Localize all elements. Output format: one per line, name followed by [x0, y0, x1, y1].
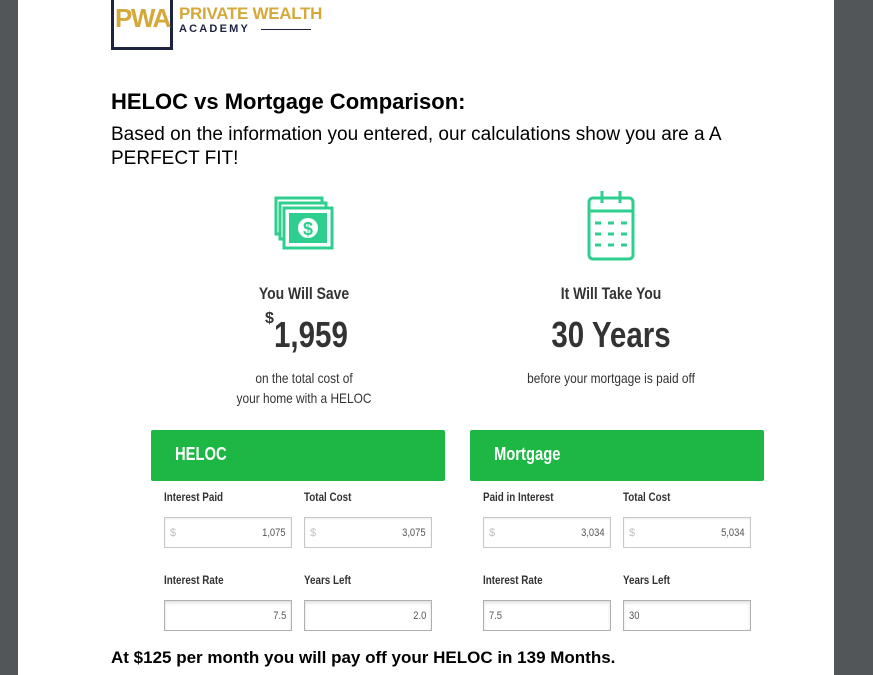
heloc-interest-paid-value: 1,075 — [262, 527, 286, 539]
logo-mark: PWA — [115, 3, 170, 33]
heloc-total-cost-label: Total Cost — [304, 490, 352, 504]
savings-note-line2: your home with a HELOC — [236, 390, 372, 406]
duration-label: It Will Take You — [560, 284, 662, 303]
currency-symbol: $ — [310, 527, 317, 539]
heloc-total-cost-field[interactable] — [304, 517, 432, 548]
page-title: HELOC vs Mortgage Comparison: — [111, 89, 466, 114]
heloc-total-cost-value: 3,075 — [402, 527, 426, 539]
currency-symbol: $ — [170, 527, 177, 539]
savings-note-line1: on the total cost of — [255, 370, 353, 386]
calendar-icon — [586, 190, 636, 262]
mortgage-interest-paid-label: Paid in Interest — [483, 490, 554, 504]
savings-label: You Will Save — [258, 284, 350, 303]
duration-amount: 30 Years — [551, 314, 671, 355]
mortgage-years-left-field[interactable] — [623, 600, 751, 631]
mortgage-interest-rate-label: Interest Rate — [483, 573, 543, 587]
mortgage-interest-rate-field[interactable] — [483, 600, 611, 631]
mortgage-total-cost-value: 5,034 — [721, 527, 745, 539]
heloc-title: HELOC — [175, 444, 227, 464]
document-page — [18, 0, 834, 675]
money-stack-icon — [274, 196, 336, 254]
mortgage-interest-paid-field[interactable] — [483, 517, 611, 548]
heloc-banner — [151, 430, 445, 481]
mortgage-years-left-label: Years Left — [623, 573, 671, 587]
mortgage-banner — [470, 430, 764, 481]
result-description: Based on the information you entered, our calculations show you are a A PERFECT FIT! — [111, 124, 721, 169]
logo-title: PRIVATE WEALTH — [179, 4, 323, 23]
payoff-summary: At $125 per month you will pay off your HELOC in 139 Months. — [111, 648, 616, 667]
heloc-interest-rate-value: 7.5 — [272, 610, 286, 622]
duration-note: before your mortgage is paid off — [527, 370, 695, 386]
heloc-years-left-value: 2.0 — [412, 610, 426, 622]
mortgage-total-cost-label: Total Cost — [623, 490, 671, 504]
heloc-interest-rate-field[interactable] — [164, 600, 292, 631]
heloc-interest-paid-field[interactable] — [164, 517, 292, 548]
mortgage-title: Mortgage — [494, 444, 561, 464]
heloc-interest-rate-label: Interest Rate — [164, 573, 224, 587]
currency-symbol: $ — [489, 527, 496, 539]
heloc-years-left-field[interactable] — [304, 600, 432, 631]
mortgage-total-cost-field[interactable] — [623, 517, 751, 548]
heloc-interest-paid-label: Interest Paid — [164, 490, 224, 504]
pwa-logo — [111, 0, 321, 50]
mortgage-years-left-value: 30 — [629, 610, 640, 622]
currency-symbol: $ — [629, 527, 636, 539]
mortgage-interest-paid-value: 3,034 — [581, 527, 605, 539]
logo-subtitle: ACADEMY — [179, 23, 251, 35]
heloc-years-left-label: Years Left — [304, 573, 352, 587]
logo-rule — [261, 29, 311, 30]
savings-currency: $ — [265, 310, 274, 327]
savings-amount: 1,959 — [274, 314, 348, 355]
svg-text:$: $ — [302, 219, 314, 239]
mortgage-interest-rate-value: 7.5 — [489, 610, 503, 622]
